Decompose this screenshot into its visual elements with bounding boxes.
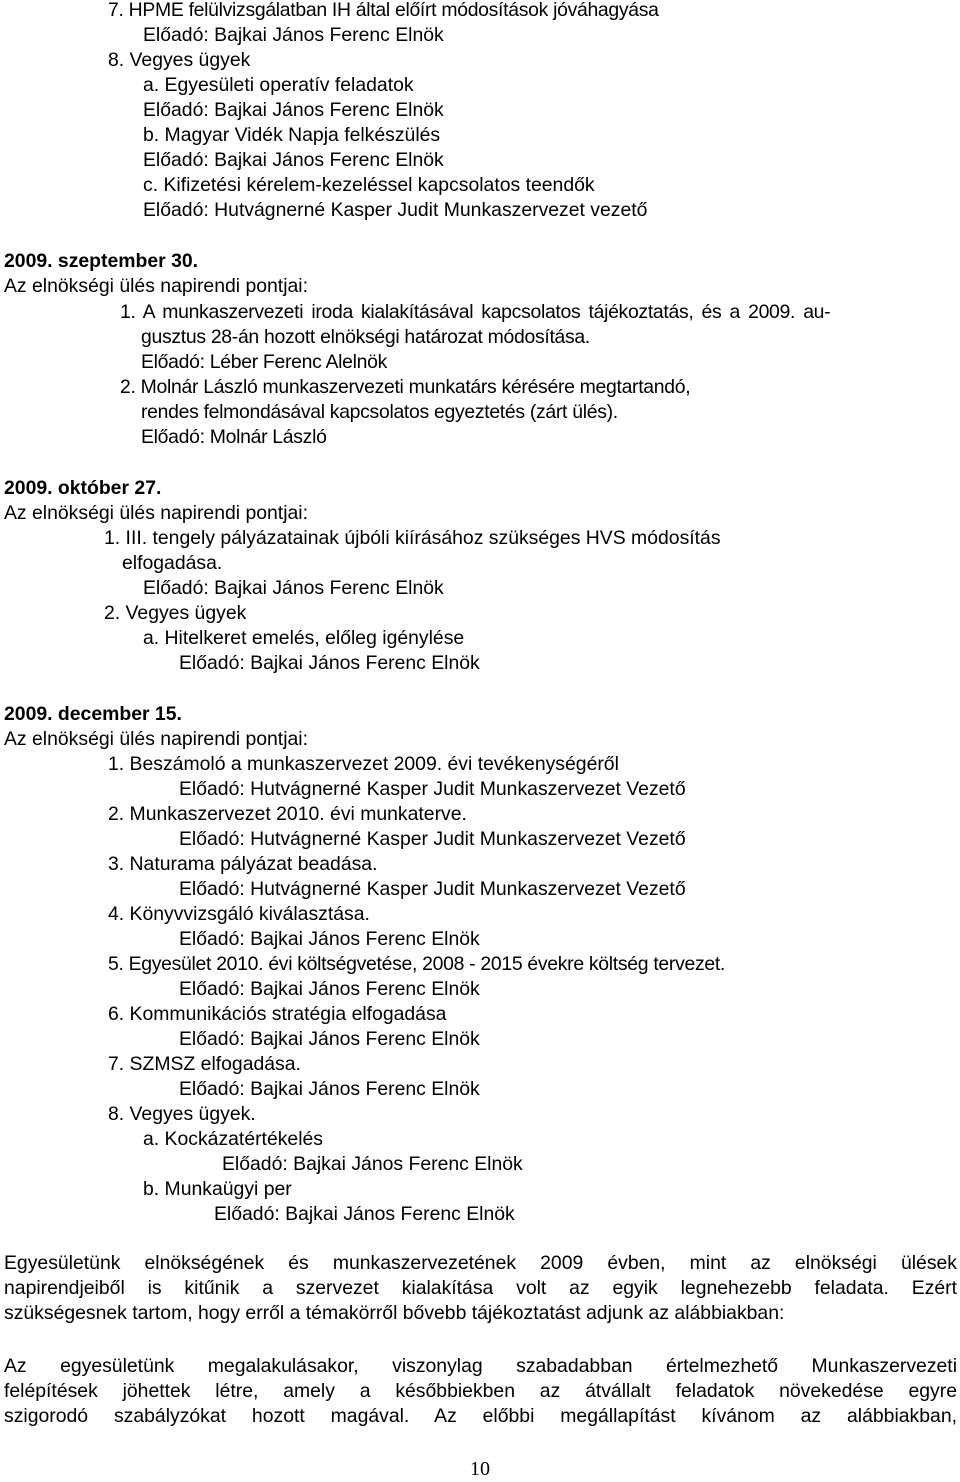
- presenter-line: Előadó: Bajkai János Ferenc Elnök: [143, 24, 444, 46]
- page-number: 10: [470, 1458, 490, 1480]
- presenter-line: Előadó: Bajkai János Ferenc Elnök: [179, 1028, 480, 1050]
- presenter-line: Előadó: Bajkai János Ferenc Elnök: [143, 99, 444, 121]
- presenter-line: Előadó: Hutvágnerné Kasper Judit Munkaszervezet Vezető: [179, 878, 686, 900]
- agenda-subitem: a. Egyesületi operatív feladatok: [143, 74, 414, 96]
- presenter-line: Előadó: Bajkai János Ferenc Elnök: [143, 577, 444, 599]
- presenter-line: Előadó: Molnár László: [141, 426, 327, 448]
- agenda-item: 6. Kommunikációs stratégia elfogadása: [108, 1003, 447, 1025]
- agenda-item: 1. III. tengely pályázatainak újbóli kiírásához szükséges HVS módosítás: [104, 527, 721, 549]
- agenda-subitem: c. Kifizetési kérelem-kezeléssel kapcsolatos teendők: [143, 174, 595, 196]
- paragraph-line: Egyesületünk elnökségének és munkaszervezetének 2009 évben, mint az elnökségi ülések: [4, 1252, 957, 1274]
- agenda-item-continuation: elfogadása.: [122, 552, 223, 574]
- agenda-subitem: a. Hitelkeret emelés, előleg igénylése: [143, 627, 465, 649]
- agenda-item-continuation: rendes felmondásával kapcsolatos egyeztetés (zárt ülés).: [141, 401, 618, 423]
- presenter-line: Előadó: Bajkai János Ferenc Elnök: [179, 978, 480, 1000]
- agenda-item: 7. HPME felülvizsgálatban IH által előírt módosítások jóváhagyása: [108, 0, 659, 21]
- paragraph-line: Az egyesületünk megalakulásakor, viszonylag szabadabban értelmezhető Munkaszervezeti: [4, 1355, 957, 1377]
- agenda-item: 8. Vegyes ügyek: [108, 49, 251, 71]
- agenda-item: 1. Beszámoló a munkaszervezet 2009. évi tevékenységéről: [108, 753, 619, 775]
- agenda-subitem: a. Kockázatértékelés: [143, 1128, 323, 1150]
- agenda-heading: Az elnökségi ülés napirendi pontjai:: [4, 275, 308, 297]
- presenter-line: Előadó: Hutvágnerné Kasper Judit Munkaszervezet Vezető: [179, 828, 686, 850]
- agenda-item: 1. A munkaszervezeti iroda kialakításával kapcsolatos tájékoztatás, és a 2009. au-: [120, 301, 831, 323]
- presenter-line: Előadó: Bajkai János Ferenc Elnök: [179, 928, 480, 950]
- presenter-line: Előadó: Bajkai János Ferenc Elnök: [179, 1078, 480, 1100]
- presenter-line: Előadó: Bajkai János Ferenc Elnök: [179, 652, 480, 674]
- agenda-item: 4. Könyvvizsgáló kiválasztása.: [108, 903, 370, 925]
- presenter-line: Előadó: Léber Ferenc Alelnök: [141, 351, 387, 373]
- agenda-subitem: b. Munkaügyi per: [143, 1178, 292, 1200]
- agenda-item: 5. Egyesület 2010. évi költségvetése, 2008 - 2015 évekre költség tervezet.: [108, 953, 726, 975]
- presenter-line: Előadó: Bajkai János Ferenc Elnök: [143, 149, 444, 171]
- agenda-item: 2. Molnár László munkaszervezeti munkatárs kérésére megtartandó,: [120, 376, 691, 398]
- agenda-item: 3. Naturama pályázat beadása.: [108, 853, 378, 875]
- agenda-item: 8. Vegyes ügyek.: [108, 1103, 256, 1125]
- agenda-item: 2. Vegyes ügyek: [104, 602, 247, 624]
- agenda-heading: Az elnökségi ülés napirendi pontjai:: [4, 728, 308, 750]
- agenda-item: 7. SZMSZ elfogadása.: [108, 1053, 301, 1075]
- meeting-date: 2009. december 15.: [4, 703, 182, 725]
- agenda-subitem: b. Magyar Vidék Napja felkészülés: [143, 124, 441, 146]
- meeting-date: 2009. szeptember 30.: [4, 250, 199, 272]
- paragraph-line: felépítések jöhettek létre, amely a későbbiekben az átvállalt feladatok növekedése egyre: [4, 1380, 957, 1402]
- paragraph-line: szükségesnek tartom, hogy erről a témakörről bővebb tájékoztatást adjunk az alábbiakban:: [4, 1302, 785, 1324]
- agenda-item-continuation: gusztus 28-án hozott elnökségi határozat módosítása.: [141, 326, 590, 348]
- agenda-heading: Az elnökségi ülés napirendi pontjai:: [4, 502, 308, 524]
- presenter-line: Előadó: Hutvágnerné Kasper Judit Munkaszervezet Vezető: [179, 778, 686, 800]
- presenter-line: Előadó: Bajkai János Ferenc Elnök: [222, 1153, 523, 1175]
- meeting-date: 2009. október 27.: [4, 477, 162, 499]
- presenter-line: Előadó: Bajkai János Ferenc Elnök: [214, 1203, 515, 1225]
- presenter-line: Előadó: Hutvágnerné Kasper Judit Munkaszervezet vezető: [143, 199, 648, 221]
- agenda-item: 2. Munkaszervezet 2010. évi munkaterve.: [108, 803, 467, 825]
- paragraph-line: napirendjeiből is kitűnik a szervezet kialakítása volt az egyik legnehezebb feladata. Ezért: [4, 1277, 957, 1299]
- paragraph-line: szigorodó szabályzókat hozott magával. Az előbbi megállapítást kívánom az alábbiakban,: [4, 1405, 957, 1427]
